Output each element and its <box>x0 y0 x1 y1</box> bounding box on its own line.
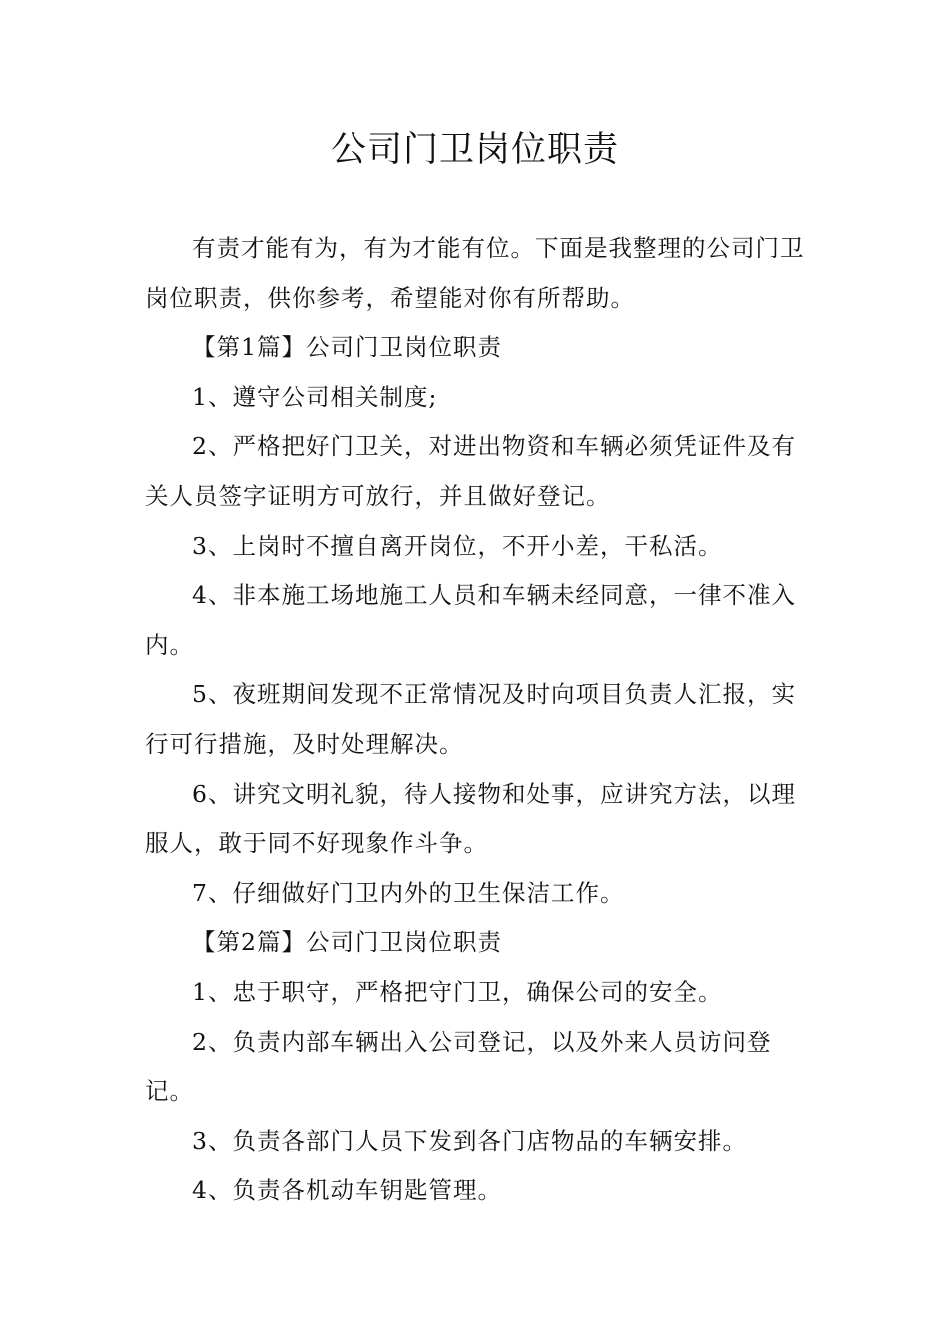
list-item: 4、负责各机动车钥匙管理。 <box>192 1176 502 1205</box>
list-item: 1、遵守公司相关制度; <box>192 382 438 411</box>
section-heading-1: 【第1篇】公司门卫岗位职责 <box>192 333 502 362</box>
list-item: 3、上岗时不擅自离开岗位，不开小差，干私活。 <box>192 531 723 560</box>
list-item: 4、非本施工场地施工人员和车辆未经同意，一律不准入内。 <box>145 581 796 659</box>
list-item: 2、严格把好门卫关，对进出物资和车辆必须凭证件及有关人员签字证明方可放行，并且做好登记。 <box>145 432 796 510</box>
list-item: 1、忠于职守，严格把守门卫，确保公司的安全。 <box>192 977 723 1006</box>
document-body <box>145 224 805 1216</box>
document-title: 公司门卫岗位职责 <box>330 130 619 170</box>
list-item: 3、负责各部门人员下发到各门店物品的车辆安排。 <box>192 1126 747 1155</box>
section-heading-2: 【第2篇】公司门卫岗位职责 <box>192 928 502 957</box>
list-item: 6、讲究文明礼貌，待人接物和处事，应讲究方法，以理服人，敢于同不好现象作斗争。 <box>145 779 796 858</box>
list-item: 7、仔细做好门卫内外的卫生保洁工作。 <box>192 878 625 907</box>
list-item: 5、夜班期间发现不正常情况及时向项目负责人汇报，实行可行措施，及时处理解决。 <box>145 680 796 758</box>
intro-paragraph: 有责才能有为，有为才能有位。下面是我整理的公司门卫岗位职责，供你参考，希望能对你有所帮助。 <box>145 234 805 312</box>
list-item: 2、负责内部车辆出入公司登记，以及外来人员访问登记。 <box>145 1027 772 1106</box>
